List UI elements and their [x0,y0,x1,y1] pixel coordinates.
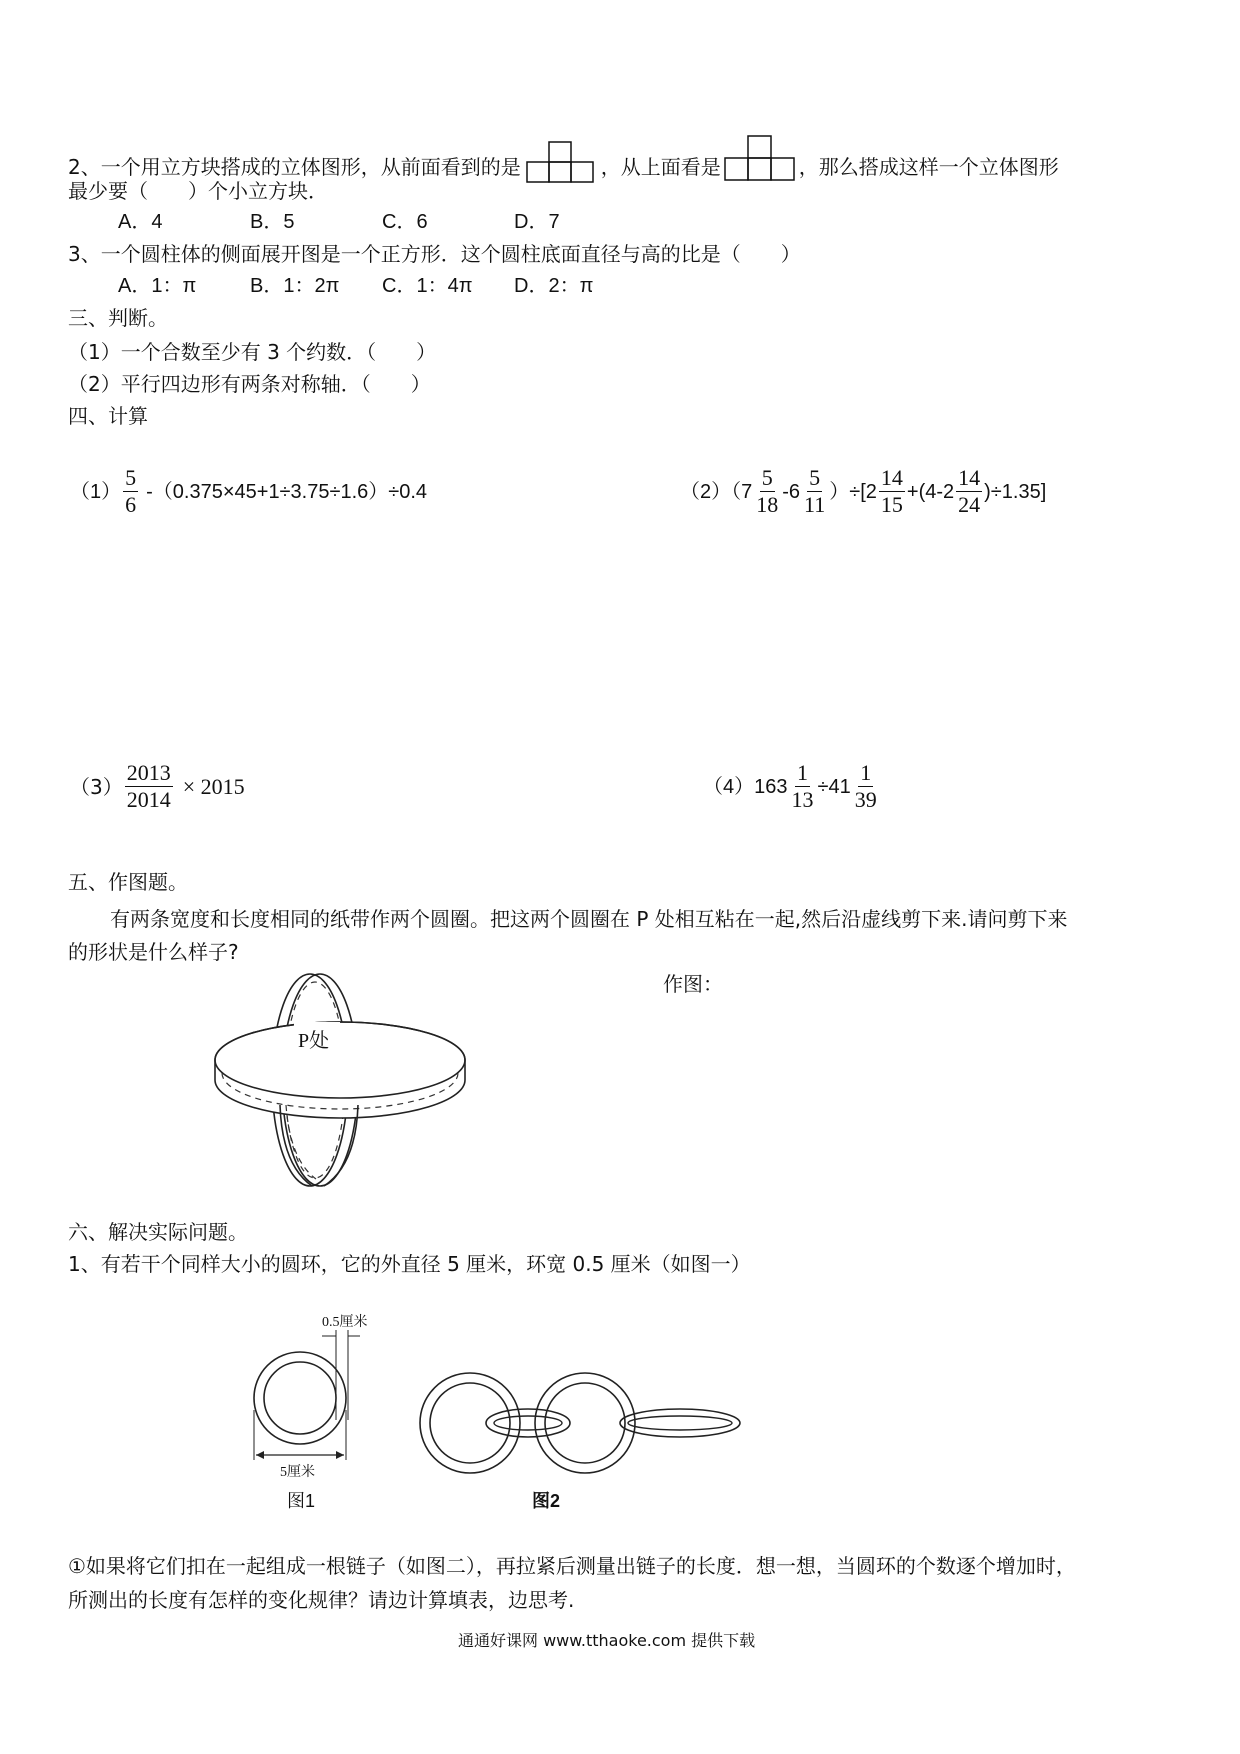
sec5-para-line1: 有两条宽度和长度相同的纸带作两个圆圈。把这两个圆圈在 P 处相互粘在一起,然后沿虚线剪下来.请问剪下来 [110,907,1068,931]
calc-3-label: （3） [70,774,123,799]
calc-2-mid-1: -6 [782,480,801,503]
calc-2-mid-2: ）÷[2 [829,480,877,503]
judge-item-2: （2）平行四边形有两条对称轴．（ ） [68,372,431,396]
sec5-title: 五、作图题。 [68,870,188,894]
q2-text-b: ，从上面看是 [600,155,721,179]
calc-2-fraction-1: $\frac{5}{18}$ [756,465,779,517]
q3-option-a: A．1：π [118,275,197,297]
calc-3 [70,760,245,813]
calc-2-end: )÷1.35] [984,480,1047,503]
draw-label: 作图： [663,972,723,996]
q2-line2: 最少要（ ）个小立方块． [68,179,328,203]
q3-option-d: D．2：π [514,275,594,297]
calc-2-fraction-2: $\frac{5}{11}$ [804,465,826,517]
sec6-title: 六、解决实际问题。 [68,1220,248,1244]
calc-1-fraction: $\frac{5}{6}$ [125,465,137,517]
sec5-para-line2: 的形状是什么样子? [68,940,239,964]
q3-option-c: C．1：4π [382,275,473,297]
sec3-title: 三、判断。 [68,306,168,330]
footer: 通通好课网 www.tthaoke.com 提供下载 [458,1631,756,1650]
sec6-sub1-line2: 所测出的长度有怎样的变化规律？请边计算填表，边思考. [68,1588,575,1612]
q3-options [118,272,646,300]
calc-2 [680,465,1046,518]
q3-option-b: B．1：2π [250,275,340,297]
ring-width-label: 0.5厘米 [322,1315,368,1330]
fig1-caption: 图1 [287,1491,316,1511]
calc-1-rest: -（0.375×45+1÷3.75÷1.6）÷0.4 [146,480,428,503]
ring-diameter-label: 5厘米 [280,1465,315,1480]
q2-options [118,208,646,236]
calc-4-fraction-1: $\frac{1}{13}$ [791,760,814,812]
top-view-figure [723,130,797,184]
q2-option-b: B．5 [250,211,295,233]
sec6-sub1-line1: ①如果将它们扣在一起组成一根链子（如图二），再拉紧后测量出链子的长度．想一想，当圆环的个数逐个增加时， [68,1554,1076,1578]
p-label: P处 [298,1030,330,1052]
calc-2-mid-3: +(4-2 [906,480,955,503]
ring-figure-1 [250,1310,368,1500]
q2-option-c: C．6 [382,211,428,233]
paper-rings-figure [200,965,480,1195]
q2-text-a: 2、一个用立方块搭成的立体图形，从前面看到的是 [68,155,521,179]
calc-4-label: （4）163 [703,775,788,798]
calc-2-fraction-4: $\frac{14}{24}$ [958,465,981,517]
sec6-q1: 1、有若干个同样大小的圆环，它的外直径 5 厘米，环宽 0.5 厘米（如图一） [68,1252,751,1276]
judge-item-1: （1）一个合数至少有 3 个约数．（ ） [68,340,437,364]
front-view-figure [525,138,597,184]
calc-1-label: （1） [70,480,122,503]
chain-figure-2 [410,1365,745,1485]
calc-4 [703,760,881,813]
q2-option-d: D．7 [514,211,560,233]
calc-2-fraction-3: $\frac{14}{15}$ [880,465,903,517]
calc-4-fraction-2: $\frac{1}{39}$ [854,760,877,812]
q2-option-a: A．4 [118,211,163,233]
calc-3-rest: × 2015 [182,773,245,799]
q3-text: 3、一个圆柱体的侧面展开图是一个正方形．这个圆柱底面直径与高的比是（ ） [68,242,801,266]
calc-4-mid: ÷41 [817,775,851,798]
q2-text-c: ，那么搭成这样一个立体图形 [798,155,1059,179]
fig2-caption: 图2 [532,1491,561,1511]
calc-1 [70,465,427,518]
sec4-title: 四、计算 [68,404,148,428]
calc-2-label: （2）（7 [680,480,753,503]
calc-3-fraction: $\frac{2013}{2014}$ [126,760,171,812]
